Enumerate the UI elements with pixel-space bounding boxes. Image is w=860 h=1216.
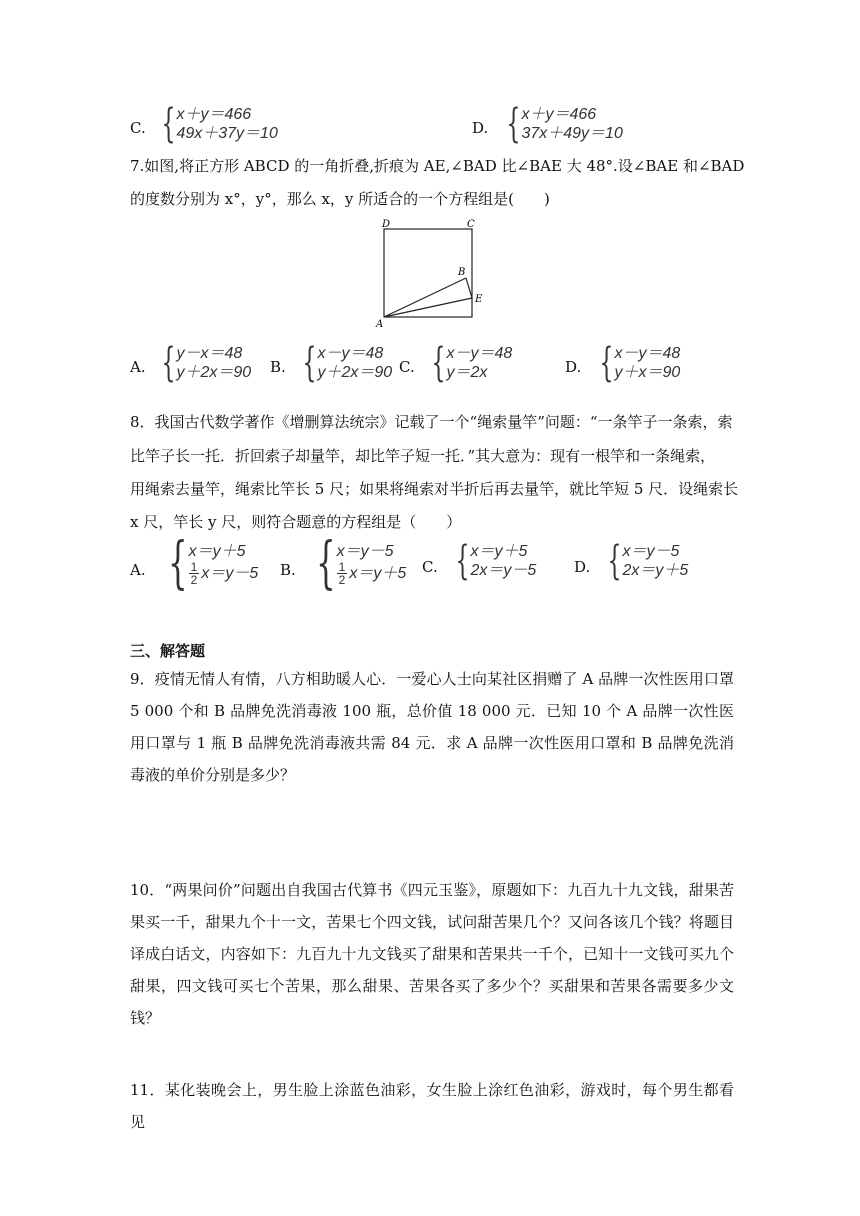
equation: y＝2x — [446, 364, 488, 381]
vertex-label-a: A — [376, 319, 384, 330]
brace: { — [168, 531, 188, 596]
brace: { — [431, 340, 446, 386]
q8-text-line4: x 尺，竿长 y 尺，则符合题意的方程组是（ ） — [130, 513, 462, 531]
equation: x＝y＋5 — [470, 543, 528, 560]
equation: y＋2x＝90 — [176, 364, 252, 381]
q7-square-figure — [372, 216, 492, 330]
vertex-label-e: E — [475, 294, 483, 305]
fraction-equation — [337, 561, 407, 586]
equation: x＝y＋5 — [188, 543, 246, 560]
q9-text: 9．疫情无情人有情，八方相助暖人心．一爱心人士向某社区捐赠了 A 品牌一次性医用口罩 5 000 个和 B 品牌免洗消毒液 100 瓶，总价值 18 000 元．已知 10 个 A 品牌一次性医用口罩与 1 瓶 B 品牌免洗消毒液共需 84 元．求 A 品牌一次性医用口罩和 B 品牌免洗消毒液的单价分别是多少？ — [130, 670, 734, 784]
q7-text-line1: 7.如图,将正方形 ABCD 的一角折叠,折痕为 AE,∠BAD 比∠BAE 大 48°.设∠BAE 和∠BAD — [130, 157, 745, 175]
vertex-label-c: C — [467, 219, 475, 230]
q11-text: 11．某化装晚会上，男生脸上涂蓝色油彩，女生脸上涂红色油彩，游戏时，每个男生都看见 — [130, 1081, 734, 1131]
q7-option-b-label: B. — [270, 358, 286, 376]
fold-segment-be — [466, 278, 472, 298]
fraction-numerator: 1 — [338, 560, 346, 574]
q8-option-c-label: C. — [422, 558, 438, 576]
fraction-equation — [189, 561, 259, 586]
q8-option-d-system — [596, 538, 689, 584]
brace: { — [161, 101, 176, 147]
q6-option-d-label: D. — [472, 119, 489, 137]
equation: 49x＋37y＝10 — [176, 125, 278, 142]
equation: y＋x＝90 — [614, 364, 681, 381]
vertex-label-d: D — [382, 219, 391, 230]
vertex-label-b: B — [458, 267, 466, 278]
q7-option-d-system — [588, 340, 681, 386]
brace: { — [506, 101, 521, 147]
equation: 2x＝y＋5 — [622, 562, 689, 579]
q10-text: 10．“两果问价”问题出自我国古代算书《四元玉鉴》，原题如下：九百九十九文钱，甜果苦果买一千，甜果九个十一文，苦果七个四文钱，试问甜苦果几个？又问各该几个钱？将题目译成白话文，内容如下：九百九十九文钱买了甜果和苦果共一千个，已知十一文钱可买九个甜果，四文钱可买七个苦果，那么甜果、苦果各买了多少个？买甜果和苦果各需要多少文钱？ — [130, 881, 734, 1027]
q8-option-b-system — [300, 531, 407, 596]
fraction-denominator: 2 — [338, 573, 346, 587]
q8-text-line2: 比竿子长一托．折回索子却量竿，却比竿子短一托．”其大意为：现有一根竿和一条绳索， — [130, 447, 716, 465]
equation: 2x＝y－5 — [470, 562, 537, 579]
fraction — [189, 561, 200, 586]
brace: { — [455, 538, 470, 584]
q8-option-c-system — [444, 538, 537, 584]
brace: { — [599, 340, 614, 386]
equation: x＝y－5 — [622, 543, 680, 560]
fraction — [337, 561, 348, 586]
equation: 37x＋49y＝10 — [521, 125, 623, 142]
q7-text-line2: 的度数分别为 x°，y°，那么 x，y 所适合的一个方程组是( ) — [130, 190, 550, 208]
fraction-denominator: 2 — [190, 573, 198, 587]
brace: { — [302, 340, 317, 386]
q7-option-c-system — [420, 340, 513, 386]
brace: { — [316, 531, 336, 596]
brace: { — [607, 538, 622, 584]
q6-option-c-system — [150, 101, 278, 147]
q7-option-c-label: C. — [399, 358, 415, 376]
crease-ae — [384, 298, 472, 317]
q8-option-b-label: B. — [280, 561, 296, 579]
q7-option-a-system — [150, 340, 252, 386]
equation: x－y＝48 — [446, 345, 513, 362]
equation: x＝y－5 — [201, 565, 259, 582]
equation: x＋y＝466 — [521, 106, 597, 123]
q8-option-d-label: D. — [574, 558, 591, 576]
brace: { — [161, 340, 176, 386]
equation: x＋y＝466 — [176, 106, 252, 123]
equation: x＝y＋5 — [349, 565, 407, 582]
q7-option-a-label: A. — [130, 358, 146, 376]
fraction-numerator: 1 — [190, 560, 198, 574]
q6-option-d-system — [495, 101, 623, 147]
q8-text-line1: 8．我国古代数学著作《增删算法统宗》记载了一个“绳索量竿”问题：“一条竿子一条索，索 — [130, 413, 733, 431]
equation: x－y＝48 — [317, 345, 384, 362]
q8-option-a-system — [152, 531, 259, 596]
q8-text-line3: 用绳索去量竿，绳索比竿长 5 尺；如果将绳索对半折后再去量竿，就比竿短 5 尺．设绳索长 — [130, 480, 739, 498]
q7-option-b-system — [291, 340, 393, 386]
equation: y＋2x＝90 — [317, 364, 393, 381]
q8-option-a-label: A. — [130, 561, 146, 579]
q7-option-d-label: D. — [565, 358, 582, 376]
equation: x＝y－5 — [336, 543, 394, 560]
q6-option-c-label: C. — [130, 119, 146, 137]
section-title: 三、解答题 — [130, 642, 206, 660]
equation: x－y＝48 — [614, 345, 681, 362]
fold-segment-ab — [384, 278, 466, 317]
equation: y－x＝48 — [176, 345, 243, 362]
